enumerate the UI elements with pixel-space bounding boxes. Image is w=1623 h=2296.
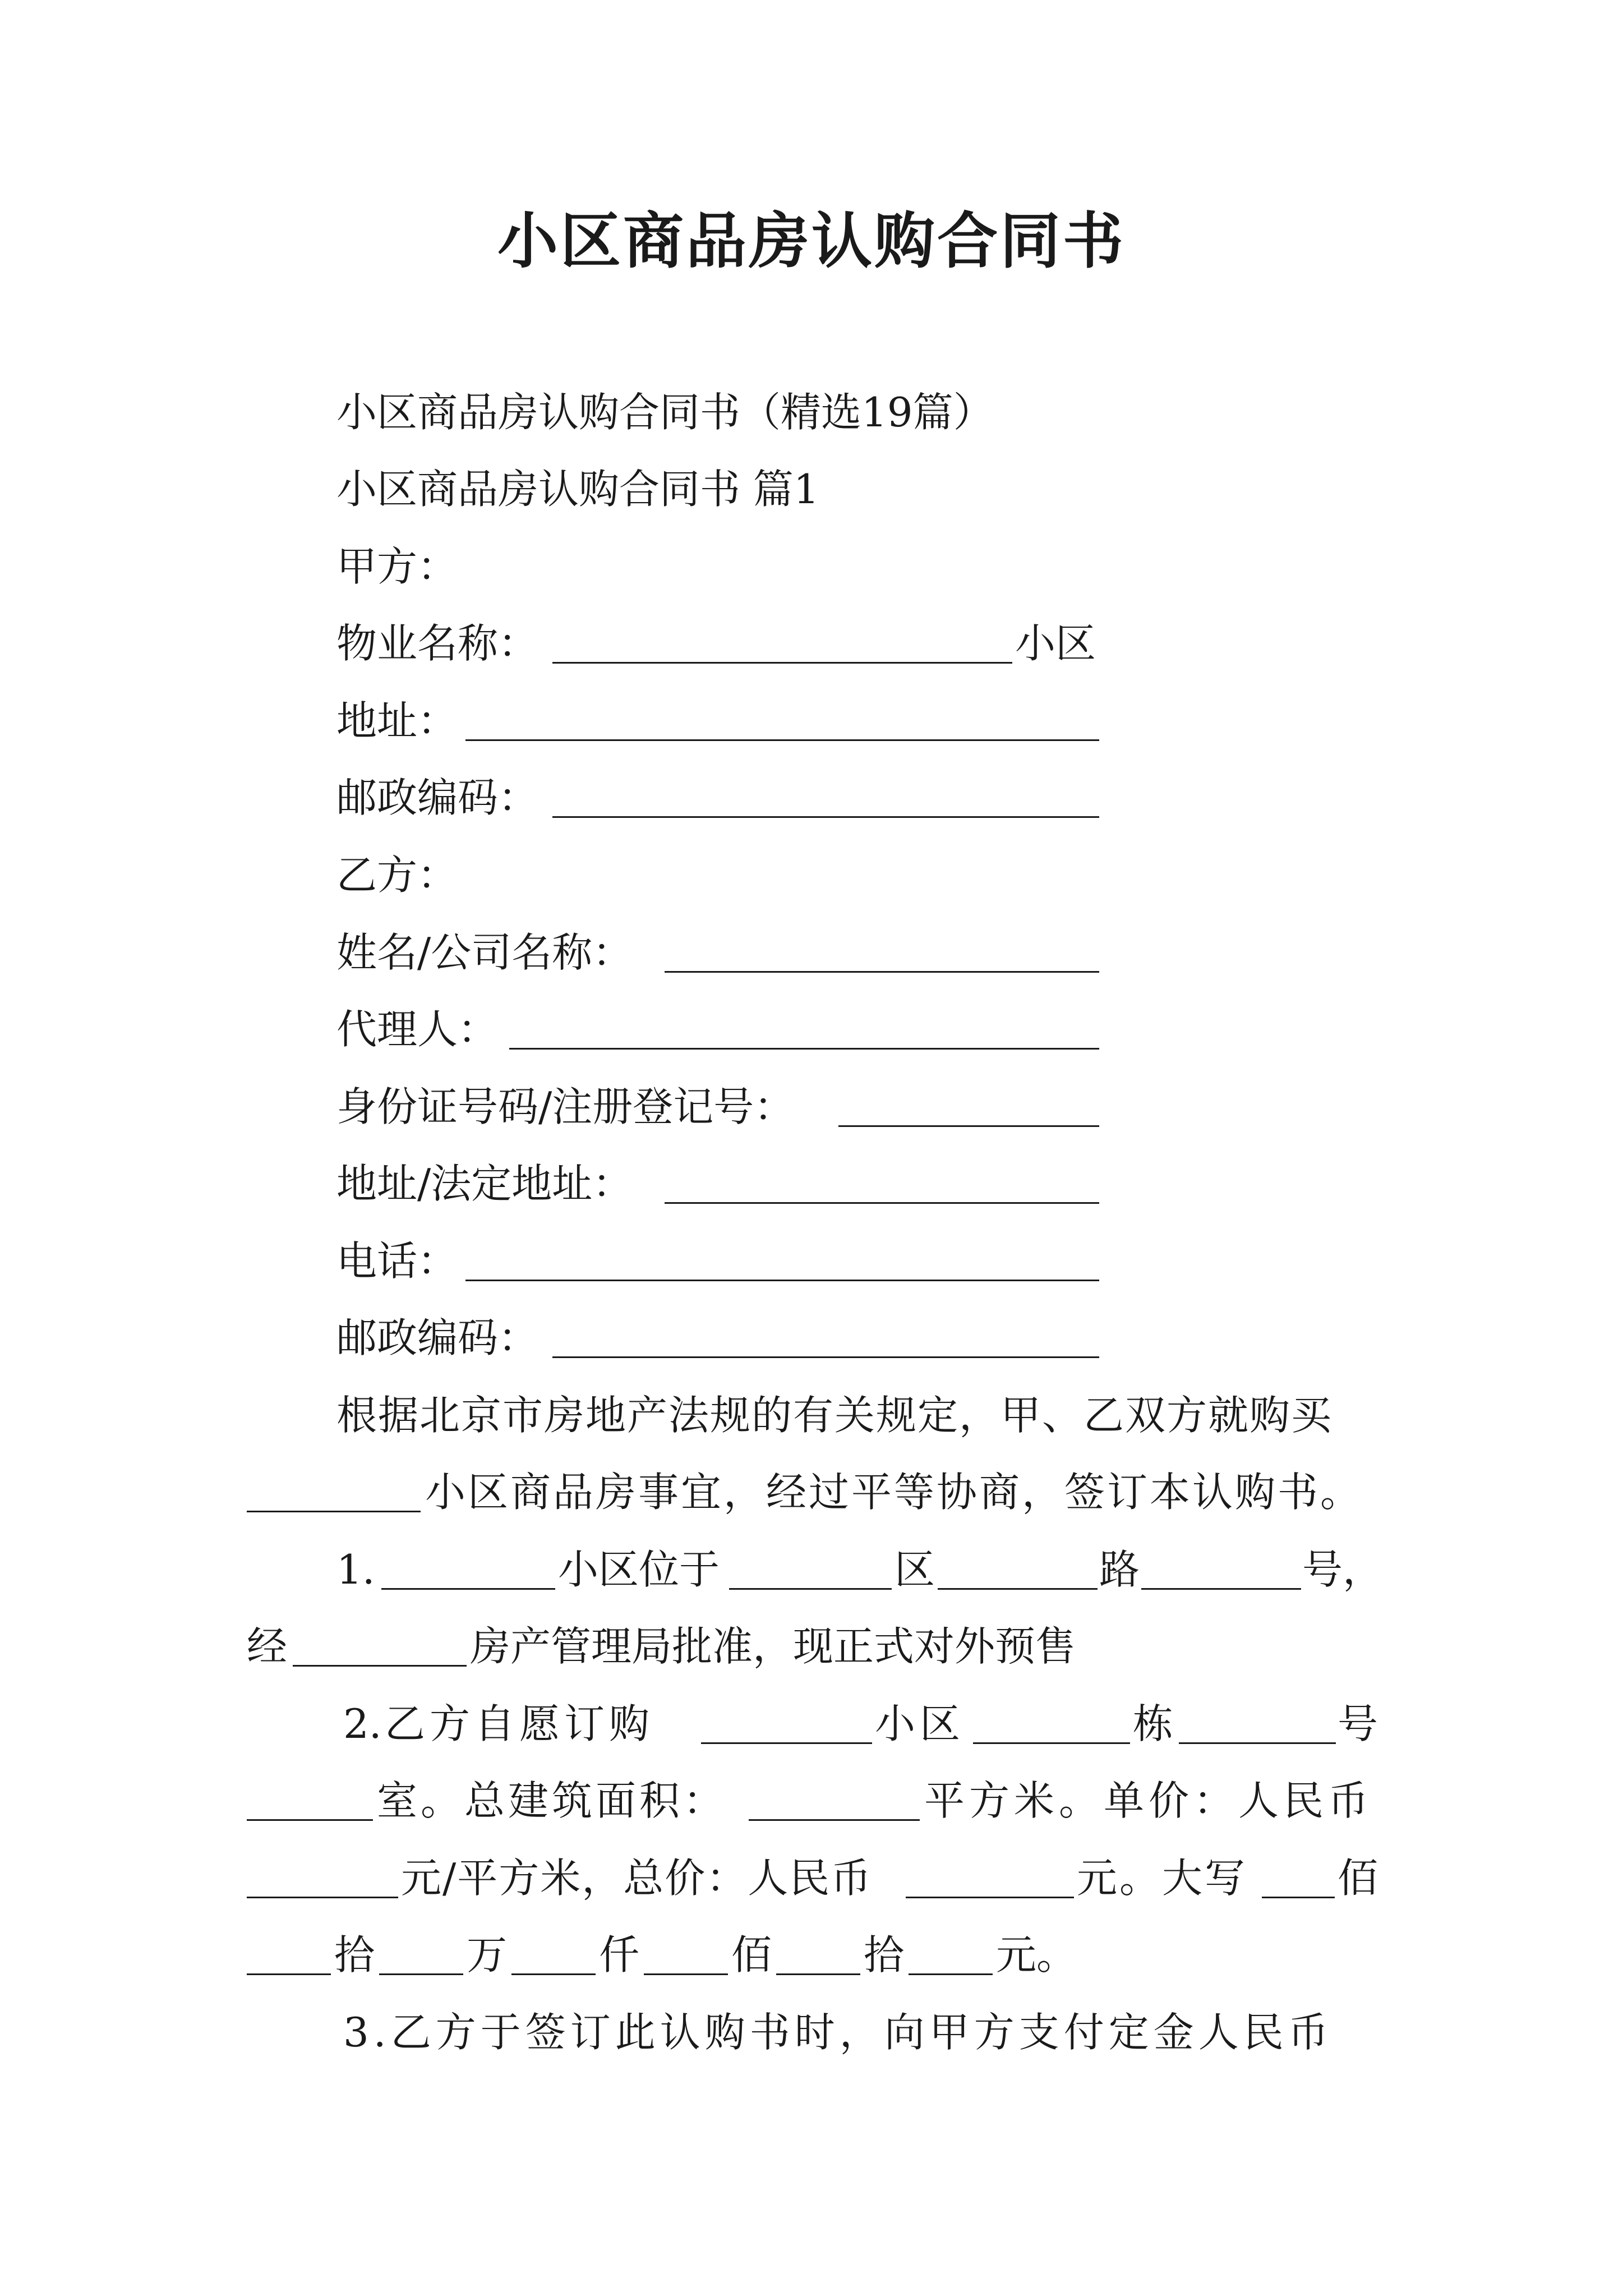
clause-1-num: 1.: [336, 1546, 375, 1593]
clause-1-line-2-text: 房产管理局批准，现正式对外预售: [470, 1623, 1076, 1670]
id-label: 身份证号码/注册登记号：: [336, 1083, 795, 1130]
clause-2-text-2: 小区: [875, 1700, 965, 1747]
clause-2-area-blank: [749, 1819, 920, 1821]
party-a-postcode-line: [0, 767, 1623, 829]
subtitle: 小区商品房认购合同书（精选19篇）: [336, 389, 994, 436]
clause-1-community-blank: [381, 1588, 555, 1590]
clause-2-text-4: 号: [1338, 1700, 1378, 1747]
party-a-line: [0, 536, 1623, 597]
clause-2-line-3: [0, 1847, 1623, 1909]
clause-2-unit-4: 佰: [731, 1931, 772, 1978]
subtitle-line: [0, 381, 1623, 443]
clause-3-text: 3.乙方于签订此认购书时，向甲方支付定金人民币: [343, 2009, 1333, 2056]
clause-2-unit-6: 元。: [996, 1931, 1077, 1978]
clause-1-line-2-prefix: 经: [247, 1623, 288, 1670]
agent-label: 代理人：: [336, 1006, 499, 1053]
clause-2-total-price-blank: [906, 1897, 1074, 1898]
party-b-address-blank: [665, 1202, 1099, 1204]
property-name-suffix: 小区: [1015, 620, 1096, 667]
clause-2-line-2-text-2: 平方米。单价：人民币: [924, 1777, 1373, 1824]
clause-2-blank-bai: [644, 1973, 728, 1975]
phone-blank: [465, 1280, 1099, 1281]
clause-1-district-blank: [729, 1588, 892, 1590]
clause-2-unit-3: 仟: [599, 1931, 640, 1978]
property-name-label: 物业名称：: [336, 620, 539, 667]
clause-2-blank-shi: [776, 1973, 860, 1975]
party-a-address-blank: [465, 739, 1099, 741]
phone-label: 电话：: [336, 1237, 458, 1285]
clause-2-building-blank: [973, 1742, 1130, 1744]
party-a-address-line: [0, 690, 1623, 752]
clause-2-hundred-thousand-blank: [1262, 1897, 1335, 1898]
clause-2-unit-5: 拾: [864, 1931, 905, 1978]
party-b-name-blank: [665, 971, 1099, 973]
party-b-line: [0, 844, 1623, 906]
clause-2-line-4: [0, 1924, 1623, 1986]
party-b-name-label: 姓名/公司名称：: [336, 929, 633, 976]
clause-1-number-blank: [1141, 1588, 1301, 1590]
clause-1-road-blank: [938, 1588, 1098, 1590]
section-heading: 小区商品房认购合同书 篇1: [336, 466, 819, 513]
clause-3-line-1: [0, 2001, 1623, 2063]
id-blank: [838, 1125, 1099, 1127]
clause-2-line-3-text-2: 元。大写: [1077, 1855, 1248, 1902]
property-name-line: [0, 613, 1623, 674]
clause-2-room-blank: [247, 1819, 373, 1821]
party-a-postcode-blank: [552, 816, 1099, 818]
party-a-label: 甲方：: [336, 543, 458, 590]
party-a-postcode-label: 邮政编码：: [336, 774, 539, 821]
clause-2-unit-price-blank: [247, 1897, 398, 1898]
clause-2-text-3: 栋: [1133, 1700, 1174, 1747]
phone-line: [0, 1230, 1623, 1292]
agent-line: [0, 999, 1623, 1060]
party-b-name-line: [0, 922, 1623, 983]
clause-1-text-1: 小区位于: [558, 1546, 720, 1593]
clause-2-num: 2.: [343, 1700, 382, 1747]
clause-1-text-4: 号，: [1302, 1546, 1384, 1593]
clause-2-blank-qian: [511, 1973, 596, 1975]
clause-1-text-3: 路: [1099, 1546, 1140, 1593]
clause-2-blank-ten-thousand: [247, 1973, 331, 1975]
clause-1-line-1: [0, 1539, 1623, 1600]
clause-2-line-3-text-1: 元/平方米，总价：人民币: [401, 1855, 873, 1902]
party-b-label: 乙方：: [336, 852, 458, 899]
party-b-postcode-blank: [552, 1356, 1099, 1358]
id-line: [0, 1076, 1623, 1138]
clause-2-line-2: [0, 1770, 1623, 1832]
clause-1-text-2: 区: [895, 1546, 935, 1593]
intro-line-2: [0, 1461, 1623, 1523]
section-heading-line: [0, 458, 1623, 520]
clause-2-unit-2: 万: [467, 1931, 508, 1978]
clause-1-line-2: [0, 1616, 1623, 1677]
party-b-postcode-label: 邮政编码：: [336, 1314, 539, 1361]
clause-2-line-3-text-3: 佰: [1338, 1855, 1378, 1902]
clause-2-blank-yuan: [909, 1973, 993, 1975]
clause-2-community-blank: [701, 1742, 872, 1744]
property-name-blank: [552, 662, 1012, 664]
clause-2-line-1: [0, 1693, 1623, 1755]
party-b-address-label: 地址/法定地址：: [336, 1160, 633, 1207]
clause-1-bureau-blank: [293, 1665, 467, 1667]
document-title: 小区商品房认购合同书: [497, 206, 1126, 277]
clause-2-blank-wan: [379, 1973, 463, 1975]
intro-text-2: 小区商品房事宜，经过平等协商，签订本认购书。: [425, 1469, 1363, 1516]
intro-community-blank: [247, 1511, 421, 1512]
agent-blank: [509, 1048, 1099, 1050]
party-b-address-line: [0, 1153, 1623, 1214]
party-b-postcode-line: [0, 1307, 1623, 1369]
clause-2-line-2-text-1: 室。总建筑面积：: [377, 1777, 727, 1824]
clause-2-unit-blank: [1179, 1742, 1336, 1744]
clause-2-text-1: 乙方自愿订购: [385, 1700, 654, 1747]
party-a-address-label: 地址：: [336, 697, 458, 744]
intro-text-1: 根据北京市房地产法规的有关规定，甲、乙双方就购买: [336, 1392, 1333, 1439]
intro-line-1: [0, 1384, 1623, 1446]
clause-2-unit-1: 拾: [334, 1931, 375, 1978]
